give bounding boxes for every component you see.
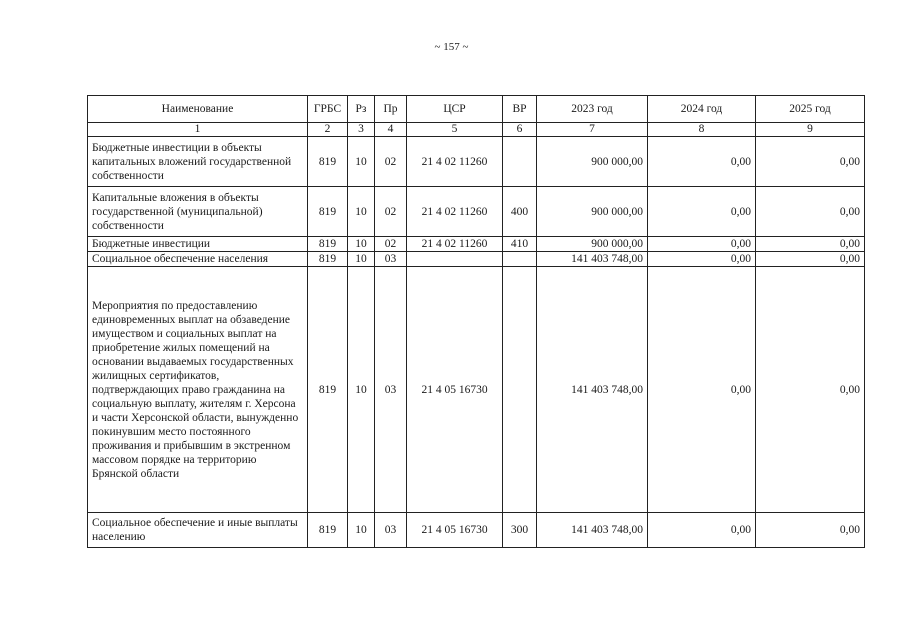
column-number: 1: [88, 123, 308, 137]
column-number: 3: [348, 123, 375, 137]
row-name: Бюджетные инвестиции: [88, 237, 308, 252]
row-grbs: 819: [308, 252, 348, 267]
column-number: 8: [648, 123, 756, 137]
row-2023: 141 403 748,00: [537, 267, 648, 513]
budget-table: [87, 95, 865, 548]
row-name: Мероприятия по предоставлению единовременных выплат на обзаведение имуществом и социальных выплат на приобретение жилых помещений на основании выдаваемых государственных жилищных сертификатов, подтверждающих право гражданина на социальную выплату, жителям г. Херсона и части Херсонской области, вынужденно покинувшим место постоянного проживания и прибывшим в экстренном массовом порядке на территорию Брянской области: [88, 267, 308, 513]
row-2024: 0,00: [648, 513, 756, 548]
table-row: [88, 267, 865, 513]
row-2023: 900 000,00: [537, 187, 648, 237]
row-2024: 0,00: [648, 187, 756, 237]
table-row: [88, 187, 865, 237]
row-2023: 900 000,00: [537, 237, 648, 252]
table-row: [88, 237, 865, 252]
row-rz: 10: [348, 267, 375, 513]
row-csr: 21 4 02 11260: [407, 187, 503, 237]
row-pr: 02: [375, 137, 407, 187]
row-vr: 400: [503, 187, 537, 237]
row-2025: 0,00: [756, 267, 865, 513]
row-pr: 03: [375, 252, 407, 267]
row-vr: [503, 252, 537, 267]
header-csr: ЦСР: [407, 96, 503, 123]
row-pr: 03: [375, 513, 407, 548]
row-csr: [407, 252, 503, 267]
row-2024: 0,00: [648, 237, 756, 252]
row-grbs: 819: [308, 187, 348, 237]
row-2023: 900 000,00: [537, 137, 648, 187]
row-name: Бюджетные инвестиции в объекты капитальных вложений государственной собственности: [88, 137, 308, 187]
table-row: [88, 252, 865, 267]
header-2025: 2025 год: [756, 96, 865, 123]
header-2024: 2024 год: [648, 96, 756, 123]
column-number: 9: [756, 123, 865, 137]
table-row: [88, 137, 865, 187]
column-number: 7: [537, 123, 648, 137]
header-row: [88, 96, 865, 123]
row-pr: 03: [375, 267, 407, 513]
row-2024: 0,00: [648, 137, 756, 187]
column-number: 4: [375, 123, 407, 137]
header-vr: ВР: [503, 96, 537, 123]
row-rz: 10: [348, 137, 375, 187]
header-name: Наименование: [88, 96, 308, 123]
row-pr: 02: [375, 187, 407, 237]
row-grbs: 819: [308, 237, 348, 252]
column-number: 6: [503, 123, 537, 137]
row-2024: 0,00: [648, 252, 756, 267]
header-grbs: ГРБС: [308, 96, 348, 123]
row-csr: 21 4 02 11260: [407, 137, 503, 187]
row-csr: 21 4 02 11260: [407, 237, 503, 252]
row-rz: 10: [348, 237, 375, 252]
row-vr: [503, 267, 537, 513]
header-rz: Рз: [348, 96, 375, 123]
header-2023: 2023 год: [537, 96, 648, 123]
row-rz: 10: [348, 187, 375, 237]
column-number: 5: [407, 123, 503, 137]
row-grbs: 819: [308, 137, 348, 187]
row-2025: 0,00: [756, 252, 865, 267]
row-csr: 21 4 05 16730: [407, 513, 503, 548]
column-number-row: [88, 123, 865, 137]
row-grbs: 819: [308, 267, 348, 513]
row-name: Социальное обеспечение населения: [88, 252, 308, 267]
header-pr: Пр: [375, 96, 407, 123]
row-2024: 0,00: [648, 267, 756, 513]
row-csr: 21 4 05 16730: [407, 267, 503, 513]
row-rz: 10: [348, 252, 375, 267]
row-2025: 0,00: [756, 137, 865, 187]
row-vr: 410: [503, 237, 537, 252]
row-rz: 10: [348, 513, 375, 548]
table-row: [88, 513, 865, 548]
page-number: ~ 157 ~: [434, 41, 469, 53]
column-number: 2: [308, 123, 348, 137]
row-2025: 0,00: [756, 187, 865, 237]
row-vr: 300: [503, 513, 537, 548]
row-2025: 0,00: [756, 513, 865, 548]
row-pr: 02: [375, 237, 407, 252]
row-vr: [503, 137, 537, 187]
row-2023: 141 403 748,00: [537, 513, 648, 548]
row-name: Капитальные вложения в объекты государственной (муниципальной) собственности: [88, 187, 308, 237]
row-grbs: 819: [308, 513, 348, 548]
row-2025: 0,00: [756, 237, 865, 252]
row-2023: 141 403 748,00: [537, 252, 648, 267]
row-name: Социальное обеспечение и иные выплаты населению: [88, 513, 308, 548]
